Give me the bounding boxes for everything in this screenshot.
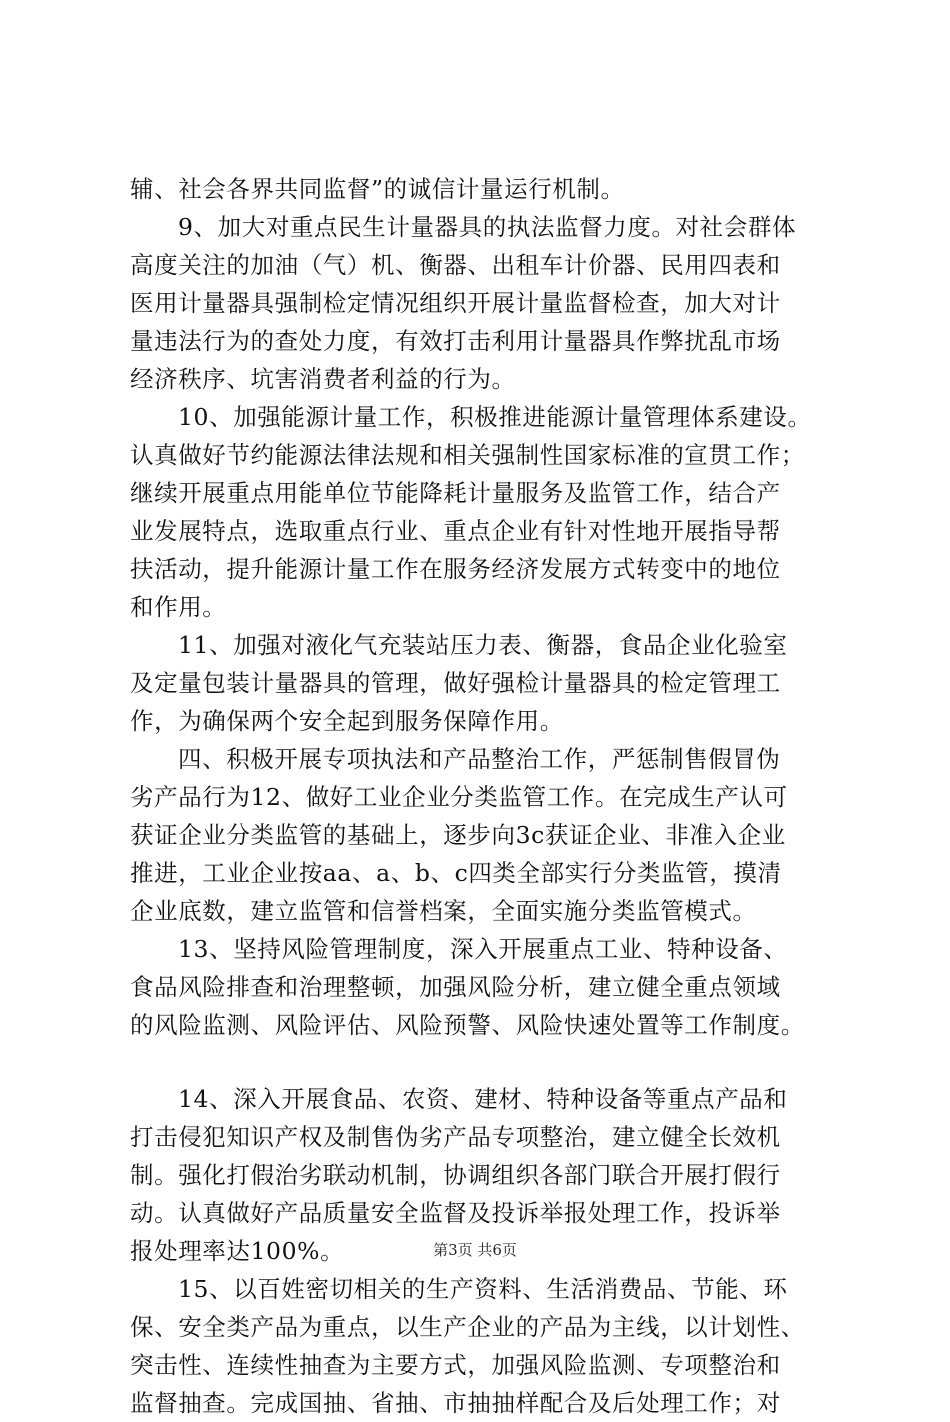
text-line: 监督抽查。完成国抽、省抽、市抽抽样配合及后处理工作；对 <box>130 1389 781 1417</box>
text-line: 企业底数，建立监管和信誉档案，全面实施分类监管模式。 <box>130 897 757 925</box>
text-line: 获证企业分类监管的基础上，逐步向3c获证企业、非准入企业 <box>130 821 786 849</box>
text-line: 作，为确保两个安全起到服务保障作用。 <box>130 707 564 735</box>
text-line: 突击性、连续性抽查为主要方式，加强风险监测、专项整治和 <box>130 1351 781 1379</box>
text-line: 四、积极开展专项执法和产品整治工作，严惩制售假冒伪 <box>178 745 781 773</box>
text-line: 辅、社会各界共同监督”的诚信计量运行机制。 <box>130 175 625 203</box>
text-line: 食品风险排查和治理整顿，加强风险分析，建立健全重点领域 <box>130 973 781 1001</box>
text-line: 及定量包装计量器具的管理，做好强检计量器具的检定管理工 <box>130 669 781 697</box>
text-line: 认真做好节约能源法律法规和相关强制性国家标准的宣贯工作； <box>130 441 805 469</box>
paragraph-gap <box>130 1044 850 1080</box>
text-line: 量违法行为的查处力度，有效打击利用计量器具作弊扰乱市场 <box>130 327 781 355</box>
text-line: 9、加大对重点民生计量器具的执法监督力度。对社会群体 <box>178 213 797 241</box>
text-line: 高度关注的加油（气）机、衡器、出租车计价器、民用四表和 <box>130 251 781 279</box>
text-line: 打击侵犯知识产权及制售伪劣产品专项整治，建立健全长效机 <box>130 1123 781 1151</box>
text-line: 医用计量器具强制检定情况组织开展计量监督检查，加大对计 <box>130 289 781 317</box>
text-line: 经济秩序、坑害消费者利益的行为。 <box>130 365 516 393</box>
text-line: 和作用。 <box>130 593 227 621</box>
text-line: 15、以百姓密切相关的生产资料、生活消费品、节能、环 <box>178 1275 788 1303</box>
text-line: 制。强化打假治劣联动机制，协调组织各部门联合开展打假行 <box>130 1161 781 1189</box>
text-line: 动。认真做好产品质量安全监督及投诉举报处理工作，投诉举 <box>130 1199 781 1227</box>
text-line: 报处理率达100%。 <box>130 1237 345 1265</box>
text-line: 继续开展重点用能单位节能降耗计量服务及监管工作，结合产 <box>130 479 781 507</box>
text-line: 推进，工业企业按aa、a、b、c四类全部实行分类监管，摸清 <box>130 859 782 887</box>
text-line: 13、坚持风险管理制度，深入开展重点工业、特种设备、 <box>178 935 788 963</box>
text-line: 保、安全类产品为重点，以生产企业的产品为主线，以计划性、 <box>130 1313 805 1341</box>
text-line: 11、加强对液化气充装站压力表、衡器，食品企业化验室 <box>178 631 788 659</box>
text-line: 14、深入开展食品、农资、建材、特种设备等重点产品和 <box>178 1085 788 1113</box>
text-line: 10、加强能源计量工作，积极推进能源计量管理体系建设。 <box>178 403 812 431</box>
document-body <box>130 170 850 1422</box>
text-line: 扶活动，提升能源计量工作在服务经济发展方式转变中的地位 <box>130 555 781 583</box>
page-number-footer: 第3页 共6页 <box>433 1241 517 1259</box>
text-line: 的风险监测、风险评估、风险预警、风险快速处置等工作制度。 <box>130 1011 805 1039</box>
text-line: 劣产品行为12、做好工业企业分类监管工作。在完成生产认可 <box>130 783 788 811</box>
text-line: 业发展特点，选取重点行业、重点企业有针对性地开展指导帮 <box>130 517 781 545</box>
